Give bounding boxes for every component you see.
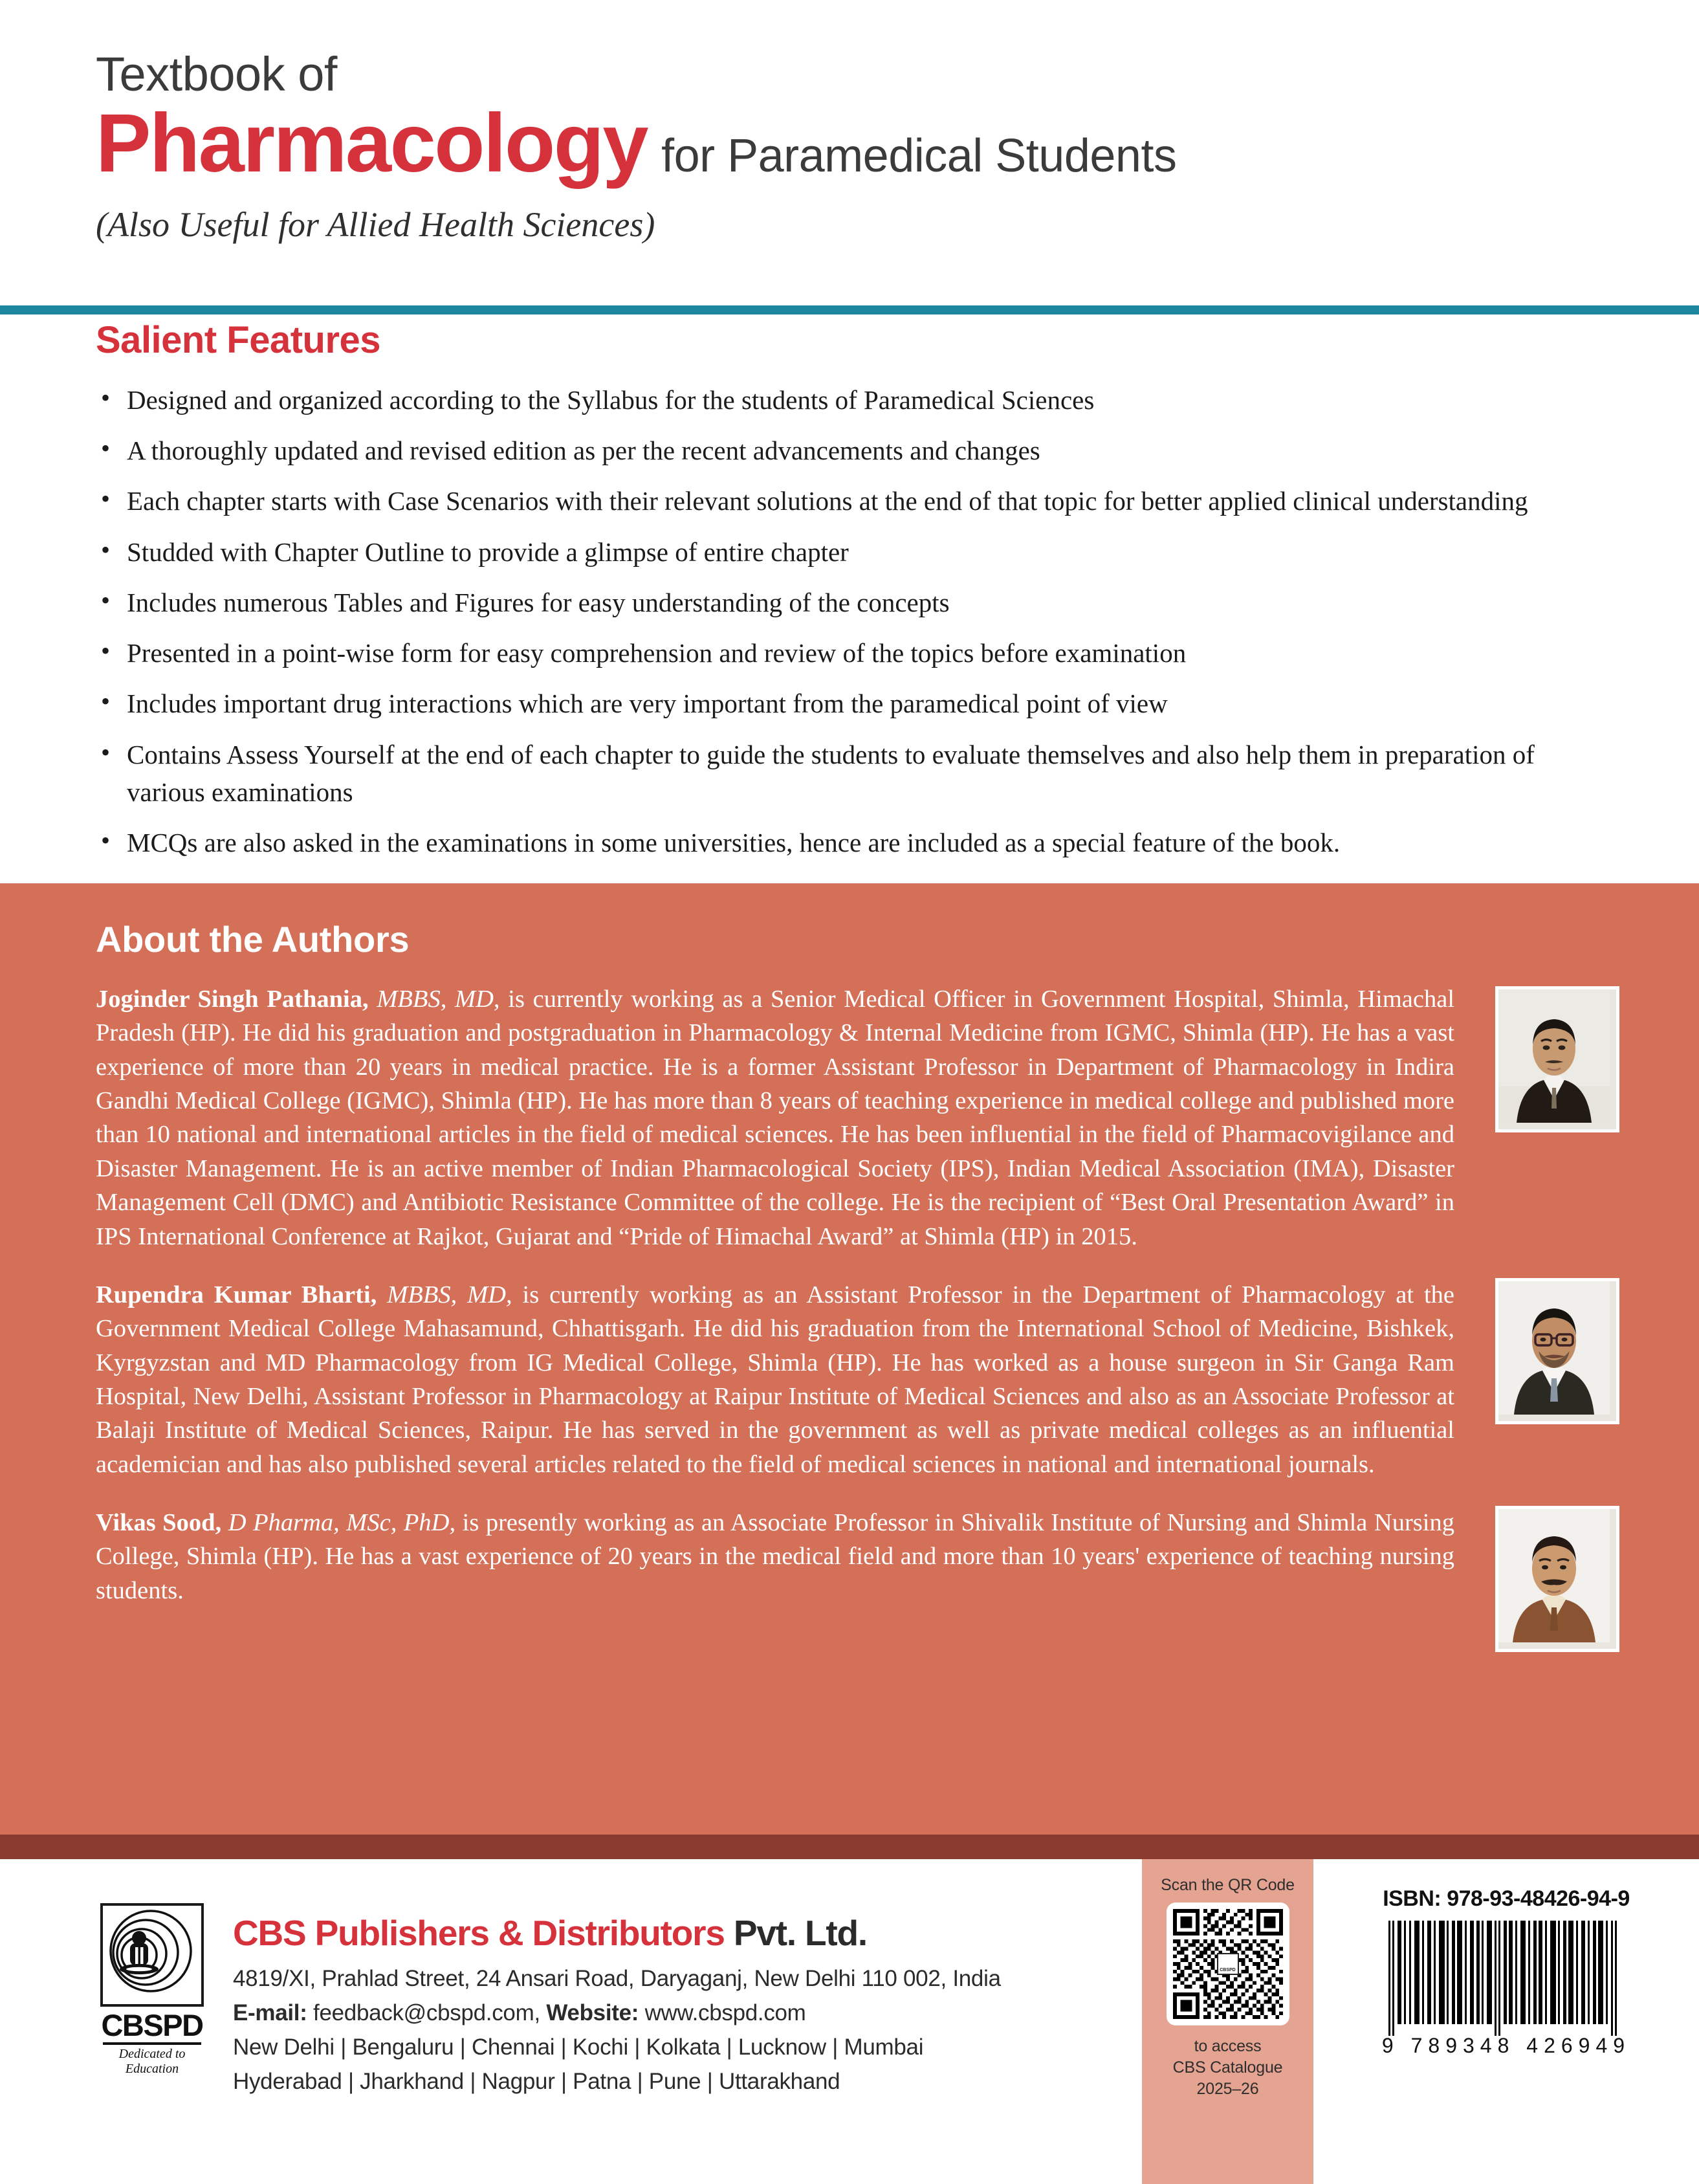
publisher-name-red: CBS Publishers & Distributors	[233, 1913, 725, 1953]
authors-content	[96, 918, 1610, 1632]
list-item: • Presented in a point-wise form for easy comprehension and review of the topics before examination	[96, 634, 1610, 672]
barcode-area	[1313, 1859, 1699, 2184]
list-item: • A thoroughly updated and revised edition as per the recent advancements and changes	[96, 432, 1610, 469]
publisher-block	[97, 1903, 1001, 2099]
barcode-icon	[1383, 1921, 1629, 2036]
qr-code-panel	[1142, 1859, 1313, 2184]
qr-caption-line-1: to access	[1194, 2037, 1262, 2055]
author-bio-text: is currently working as an Assistant Professor in the Department of Pharmacology at the Government Medical College Mahasamund, Chhattisgarh. He did his graduation from the International School of Medicine, Bishkek, Kyrgyzstan and MD Pharmacology from IG Medical College, Shimla (HP). He has worked as a house surgeon in Sir Ganga Ram Hospital, New Delhi, Assistant Professor in Pharmacology at Raipur Institute of Medical Sciences and also as an Associate Professor at Balaji Institute of Medical Sciences, Raipur. He has served in the government as well as private medical colleges as an influential academician and has also published several articles related to the field of medical sciences in national and international journals.	[96, 1281, 1455, 1478]
list-item: • Includes numerous Tables and Figures for easy understanding of the concepts	[96, 584, 1610, 621]
publisher-cities-row-1: New Delhi | Bengaluru | Chennai | Kochi | Kolkata | Lucknow | Mumbai	[233, 2035, 924, 2060]
author-name: Vikas Sood,	[96, 1509, 222, 1537]
publisher-name-suffix: Pvt. Ltd.	[733, 1913, 868, 1953]
author-bio-paragraph	[96, 1506, 1454, 1607]
list-item: • Contains Assess Yourself at the end of each chapter to guide the students to evaluate themselves and also help them in preparation of various examinations	[96, 736, 1610, 811]
salient-features-heading: Salient Features	[96, 319, 381, 361]
author-degrees: MBBS, MD,	[377, 1281, 512, 1308]
title-block	[96, 47, 1603, 245]
teal-divider	[0, 305, 1699, 314]
list-item: • MCQs are also asked in the examinations in some universities, hence are included as a special feature of the book.	[96, 824, 1610, 861]
author-entry	[96, 982, 1610, 1253]
publisher-contact	[233, 1996, 1001, 2030]
author-portrait-3	[1498, 1509, 1610, 1642]
author-bio-paragraph	[96, 982, 1454, 1253]
publisher-name	[233, 1915, 1001, 1952]
qr-code-image[interactable]	[1167, 1903, 1289, 2025]
author-photo	[1495, 986, 1619, 1132]
website-label: Website:	[546, 2000, 639, 2025]
author-bio-paragraph	[96, 1278, 1454, 1481]
publisher-info	[233, 1903, 1001, 2099]
author-portrait-1	[1498, 989, 1610, 1123]
qr-caption-bottom	[1142, 2036, 1313, 2100]
author-degrees: D Pharma, MSc, PhD,	[221, 1509, 456, 1537]
email-label: E-mail:	[233, 2000, 307, 2025]
author-bio-text: is currently working as a Senior Medical Officer in Government Hospital, Shimla, Himachal Pradesh (HP). He did his graduation and postgraduation in Pharmacology & Internal Medicine from IGMC, Shimla (HP). He has a vast experience of more than 20 years in medical practice. He is a former Assistant Professor in Department of Pharmacology in Indira Gandhi Medical College (IGMC), Shimla (HP). He has more than 8 years of teaching experience in medical college and published more than 10 national and international articles in the field of medical sciences. He has been influential in the field of Pharmacovigilance and Disaster Management. He is an active member of Indian Pharmacological Society (IPS), Indian Medical Association (IMA), Disaster Management Cell (DMC) and Antibiotic Resistance Committee of the college. He is the recipient of “Best Oral Presentation Award” in IPS International Conference at Rajkot, Gujarat and “Pride of Himachal Award” at Shimla (HP) in 2015.	[96, 986, 1455, 1250]
author-photo	[1495, 1278, 1619, 1424]
about-the-authors-heading: About the Authors	[96, 919, 410, 960]
salient-features-section	[96, 318, 1610, 874]
barcode-digits: 9 789348 426949	[1381, 2034, 1631, 2057]
dark-red-band	[0, 1835, 1699, 1859]
qr-caption-top: Scan the QR Code	[1161, 1876, 1295, 1894]
qr-center-logo: CBSPD	[1217, 1953, 1239, 1975]
list-item: • Designed and organized according to the Syllabus for the students of Paramedical Sciences	[96, 381, 1610, 419]
publisher-cities-row-2: Hyderabad | Jharkhand | Nagpur | Patna | Pune | Uttarakhand	[233, 2069, 840, 2095]
cbspd-emblem-icon	[100, 1903, 204, 2007]
meditating-figure-icon	[103, 1906, 196, 1999]
list-item: • Includes important drug interactions which are very important from the paramedical point of view	[96, 685, 1610, 722]
cbspd-tagline: Dedicated to Education	[118, 2047, 186, 2077]
qr-caption-line-2: CBS Catalogue	[1172, 2058, 1283, 2077]
publisher-address: 4819/XI, Prahlad Street, 24 Ansari Road, Daryaganj, New Delhi 110 002, India	[233, 1965, 1001, 1991]
author-photo	[1495, 1506, 1619, 1652]
cbspd-wordmark: CBSPD	[101, 2008, 203, 2042]
barcode-image	[1383, 1921, 1629, 2039]
title-main-row	[96, 97, 1603, 190]
list-item: • Each chapter starts with Case Scenarios with their relevant solutions at the end of that topic for better applied clinical understanding	[96, 482, 1610, 520]
author-entry	[96, 1278, 1610, 1481]
cbspd-logo	[97, 1903, 207, 2077]
website-value[interactable]: www.cbspd.com	[644, 2000, 806, 2025]
book-title: Pharmacology	[96, 97, 648, 190]
isbn-text: ISBN: 978-93-48426-94-9	[1383, 1886, 1630, 1911]
qr-caption-line-3: 2025–26	[1196, 2080, 1259, 2098]
author-entry	[96, 1506, 1610, 1607]
author-portrait-2	[1498, 1281, 1610, 1415]
logo-divider	[103, 2042, 201, 2045]
book-subtitle-italic: (Also Useful for Allied Health Sciences)	[96, 205, 655, 244]
email-value[interactable]: feedback@cbspd.com,	[313, 2000, 540, 2025]
about-the-authors-section	[0, 883, 1699, 1835]
author-bio-text: is presently working as an Associate Professor in Shivalik Institute of Nursing and Shimla Nursing College, Shimla (HP). He has a vast experience of 20 years in the medical field and more than 10 years' experience of teaching nursing students.	[96, 1509, 1454, 1604]
book-subtitle: for Paramedical Students	[661, 130, 1177, 182]
title-prefix: Textbook of	[96, 47, 337, 101]
cover-top-section	[0, 0, 1699, 883]
author-name: Rupendra Kumar Bharti,	[96, 1281, 377, 1308]
author-name: Joginder Singh Pathania,	[96, 986, 369, 1013]
list-item: • Studded with Chapter Outline to provide a glimpse of entire chapter	[96, 533, 1610, 571]
salient-features-list	[96, 381, 1610, 861]
author-degrees: MBBS, MD,	[368, 986, 500, 1013]
